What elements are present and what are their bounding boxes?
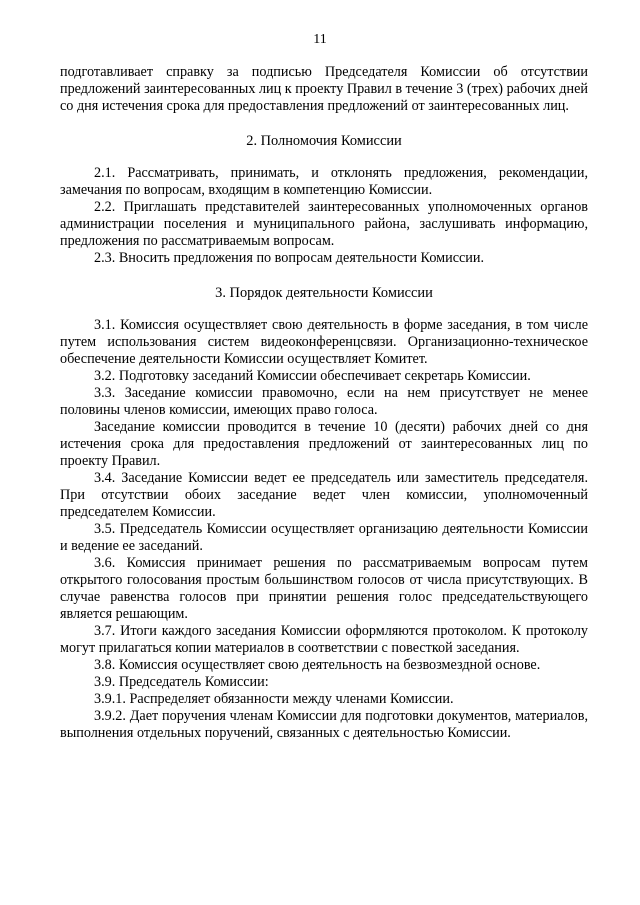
paragraph-3-9-2: 3.9.2. Дает поручения членам Комиссии для подготовки документов, материалов, выполнения отдельных поручений, связанных с деятельностью Комиссии. xyxy=(60,708,588,741)
page-number: 11 xyxy=(313,32,327,47)
document-body xyxy=(60,64,588,742)
paragraph-3-9-1: 3.9.1. Распределяет обязанности между членами Комиссии. xyxy=(94,691,454,707)
paragraph-3-5: 3.5. Председатель Комиссии осуществляет организацию деятельности Комиссии и ведение ее заседаний. xyxy=(60,521,588,554)
paragraph-3-4: 3.4. Заседание Комиссии ведет ее председатель или заместитель председателя. При отсутствии обоих заседание ведет член комиссии, уполномоченный председателем Комиссии. xyxy=(60,470,588,520)
paragraph-3-6: 3.6. Комиссия принимает решения по рассматриваемым вопросам путем открытого голосования простым большинством голосов от числа присутствующих. В случае равенства голосов при принятии решения голос председательствующего является решающим. xyxy=(60,555,588,622)
paragraph-2-2: 2.2. Приглашать представителей заинтересованных уполномоченных органов администрации поселения и муниципального района, заслушивать информацию, предложения по рассматриваемым вопросам. xyxy=(60,199,588,249)
paragraph-3-2: 3.2. Подготовку заседаний Комиссии обеспечивает секретарь Комиссии. xyxy=(94,368,531,384)
intro-paragraph: подготавливает справку за подписью Председателя Комиссии об отсутствии предложений заинтересованных лиц к проекту Правил в течение 3 (трех) рабочих дней со дня истечения срока для предоставления предложений от заинтересованных лиц. xyxy=(60,64,588,114)
paragraph-3-7: 3.7. Итоги каждого заседания Комиссии оформляются протоколом. К протоколу могут прилагаться копии материалов в соответствии с повесткой заседания. xyxy=(60,623,588,656)
paragraph-2-1: 2.1. Рассматривать, принимать, и отклонять предложения, рекомендации, замечания по вопросам, входящим в компетенцию Комиссии. xyxy=(60,165,588,198)
section-2-heading: 2. Полномочия Комиссии xyxy=(246,133,402,149)
paragraph-3-3: 3.3. Заседание комиссии правомочно, если на нем присутствует не менее половины членов комиссии, имеющих право голоса. xyxy=(60,385,588,418)
paragraph-2-3: 2.3. Вносить предложения по вопросам деятельности Комиссии. xyxy=(94,250,485,266)
paragraph-3-9: 3.9. Председатель Комиссии: xyxy=(94,674,269,690)
paragraph-3-8: 3.8. Комиссия осуществляет свою деятельность на безвозмездной основе. xyxy=(94,657,541,673)
paragraph-3-3-continued: Заседание комиссии проводится в течение 10 (десяти) рабочих дней со дня истечения срока для предоставления предложений от заинтересованных лиц по проекту Правил. xyxy=(60,419,588,469)
paragraph-3-1: 3.1. Комиссия осуществляет свою деятельность в форме заседания, в том числе путем использования систем видеоконференцсвязи. Организационно-техническое обеспечение деятельности Комиссии осуществляет Комитет. xyxy=(60,317,588,367)
section-3-heading: 3. Порядок деятельности Комиссии xyxy=(215,285,433,301)
